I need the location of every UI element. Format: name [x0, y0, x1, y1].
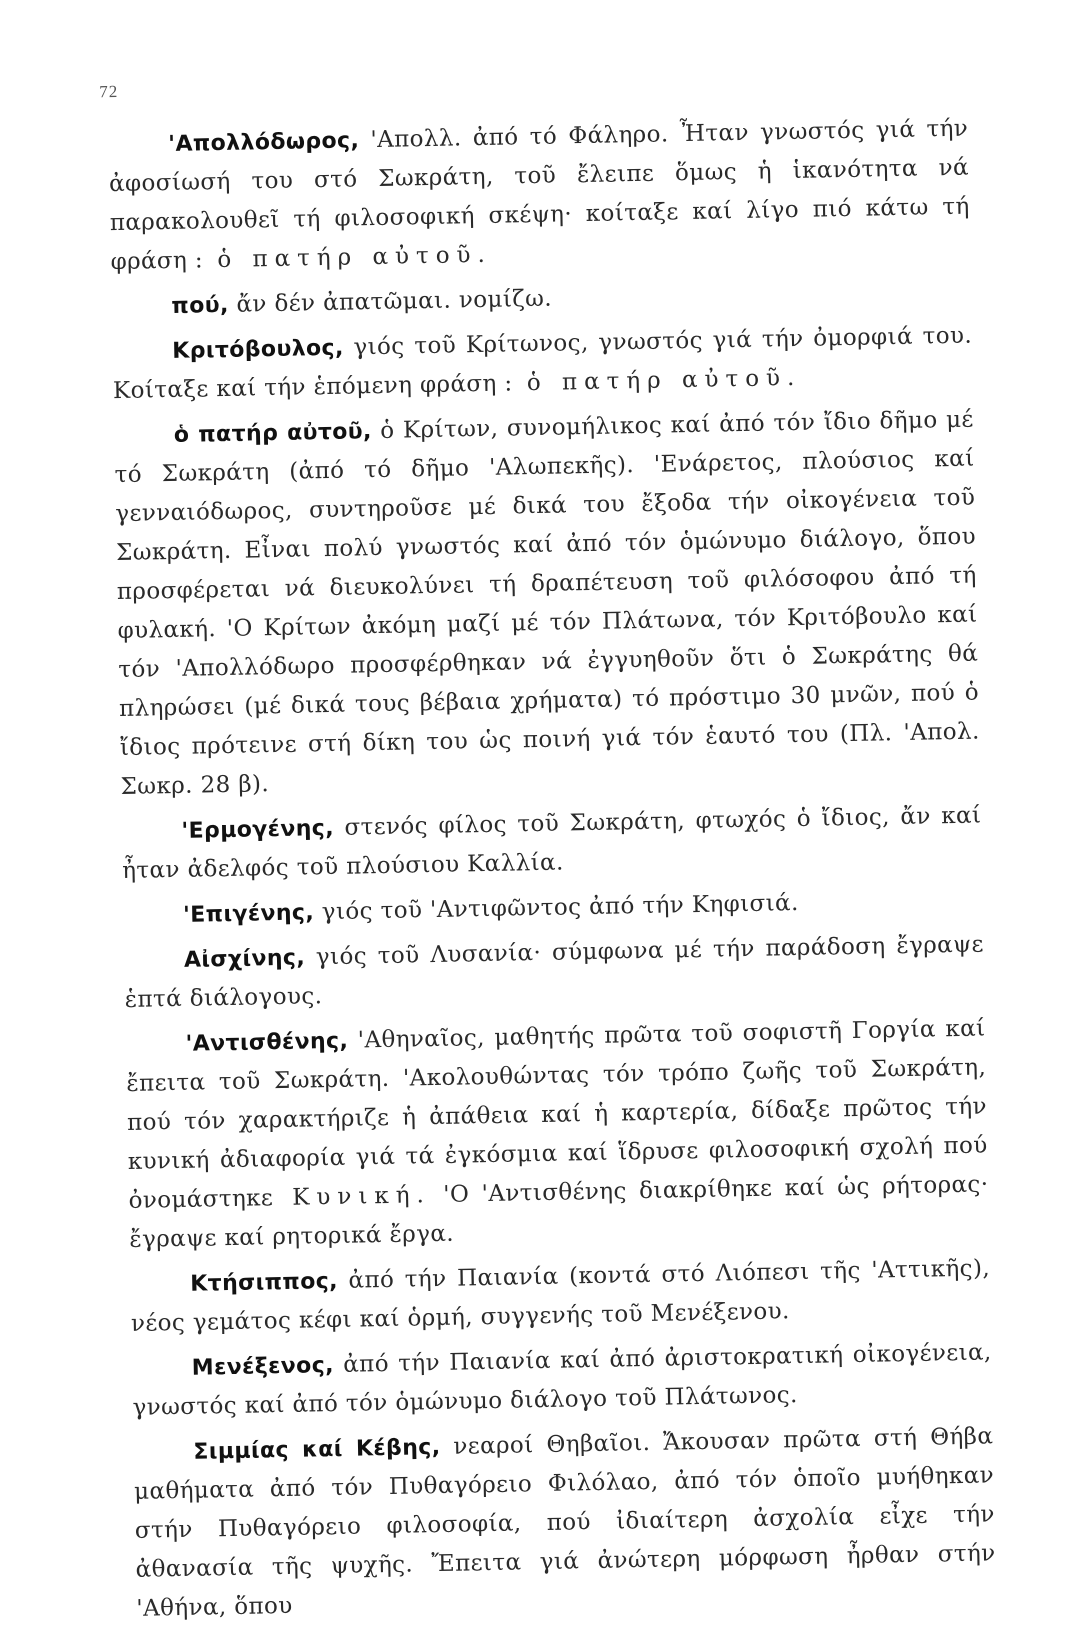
entry-text: γιός τοῦ 'Αντιφῶντος ἀπό τήν Κηφισιά.	[313, 890, 799, 926]
text-body	[108, 110, 997, 1635]
entry-text-after: 'Ο 'Αντισθένης διακρίθηκε καί ὡς ρήτορας· ἔγραψε καί ρητορικά ἔργα.	[129, 1171, 989, 1253]
entry-text: γιός τοῦ Κρίτωνος, γνωστός γιά τήν ὀμορφιά του. Κοίταξε καί τήν ἑπόμενη φράση :	[112, 322, 973, 405]
entry-text: ἀπό τήν Παιανία (κοντά στό Λιόπεσι τῆς 'Αττικῆς), νέος γεμάτος κέφι καί ὁρμή, συγγενής τοῦ Μενέξενου.	[130, 1255, 991, 1337]
entry-name: Κτήσιππος,	[189, 1268, 339, 1297]
entry-name: ὁ πατήρ αὐτοῦ,	[173, 419, 373, 448]
entry-name: 'Επιγένης,	[182, 900, 315, 928]
entry-text: στενός φίλος τοῦ Σωκράτη, φτωχός ὁ ἴδιος, ἄν καί ἦταν ἀδελφός τοῦ πλούσιου Καλλία.	[121, 802, 982, 884]
entry-name: Μενέξενος,	[191, 1353, 335, 1381]
entry-hermogenes	[121, 796, 982, 890]
entry-menexenos	[131, 1333, 992, 1427]
entry-text: ἀπό τήν Παιανία καί ἀπό ἀριστοκρατική οἰκογένεια, γνωστός καί ἀπό τόν ὁμώνυμο διάλογο τοῦ Πλάτωνος.	[132, 1339, 992, 1421]
entry-apollodoros	[108, 110, 971, 282]
entry-name: 'Αντισθένης,	[185, 1028, 349, 1057]
entry-text: ἄν δέν ἀπατῶμαι. νομίζω.	[228, 285, 553, 318]
entry-name: Κριτόβουλος,	[172, 335, 344, 364]
entry-name: 'Απολλόδωρος,	[168, 128, 360, 157]
entry-spaced-text: ὁ πατήρ αὐτοῦ.	[202, 241, 493, 274]
page-number: 72	[99, 81, 119, 102]
entry-name: Αἰσχίνης,	[183, 945, 306, 973]
entry-aischines	[124, 925, 985, 1019]
entry-name: πού,	[171, 292, 229, 319]
entry-text: νεαροί Θηβαῖοι. Ἄκουσαν πρῶτα στή Θήβα μαθήματα ἀπό τόν Πυθαγόρειο Φιλόλαο, ἀπό τόν ὁποῖο μυήθηκαν στήν Πυθαγόρειο φιλοσοφία, πού ἰδιαίτερη ἀσχολία εἶχε τήν ἀθανασία τῆς ψυχῆς. Ἔπειτα γιά ἀνώτερη μόρφωση ἦρθαν στήν 'Αθήνα, ὅπου	[133, 1423, 996, 1622]
entry-spaced-text: Κυνική.	[272, 1182, 432, 1212]
entry-text: 'Αθηναῖος, μαθητής πρῶτα τοῦ σοφιστῆ Γοργία καί ἔπειτα τοῦ Σωκράτη. 'Ακολουθώντας τόν τρόπο ζωῆς τοῦ Σωκράτη, πού τόν χαρακτήριζε ἡ ἀπάθεια καί ἡ καρτερία, δίδαξε πρῶτος τήν κυνική ἀδιαφορία γιά τά ἐγκόσμια καί ἵδρυσε φιλοσοφική σχολή πού ὀνομάστηκε	[126, 1015, 988, 1214]
entry-name: Σιμμίας καί Κέβης,	[193, 1434, 441, 1465]
entry-kritoboulos	[112, 317, 973, 411]
entry-simmias-kebes	[133, 1417, 997, 1628]
entry-text: 'Απολλ. ἀπό τό Φάληρο. Ἦταν γνωστός γιά τήν ἀφοσίωσή του στό Σωκράτη, τοῦ ἔλειπε ὅμως ἡ ἱκανότητα νά παρακολουθεῖ τή φιλοσοφική σκέψη· κοίταξε καί λίγο πιό κάτω τή φράση :	[108, 115, 970, 276]
entry-spaced-text: ὁ πατήρ αὐτοῦ.	[512, 364, 802, 397]
entry-text: γιός τοῦ Λυσανία· σύμφωνα μέ τήν παράδοση ἔγραψε ἑπτά διάλογους.	[124, 931, 985, 1013]
entry-antisthenes	[125, 1009, 989, 1259]
entry-text: ὁ Κρίτων, συνομήλικος καί ἀπό τόν ἴδιο δῆμο μέ τό Σωκράτη (ἀπό τό δῆμο 'Αλωπεκῆς). 'Ενάρετος, πλούσιος καί γενναιόδωρος, συντηροῦσε μέ δικά του ἔξοδα τήν οἰκογένεια τοῦ Σωκράτη. Εἶναι πολύ γνωστός καί ἀπό τόν ὁμώνυμο διάλογο, ὅπου προσφέρεται νά διευκολύνει τή δραπέτευση τοῦ φιλόσοφου ἀπό τή φυλακή. 'Ο Κρίτων ἀκόμη μαζί μέ τόν Πλάτωνα, τόν Κριτόβουλο καί τόν 'Απολλόδωρο προσφέρθηκαν νά ἐγγυηθοῦν ὅτι ὁ Σωκράτης θά πληρώσει (μέ δικά τους βέβαια χρήματα) τό πρόστιμο 30 μνῶν, πού ὁ ἴδιος πρότεινε στή δίκη του ὡς ποινή γιά τόν ἑαυτό του (Πλ. 'Απολ. Σωκρ. 28 β).	[114, 406, 980, 801]
entry-ktesippos	[130, 1249, 991, 1343]
entry-name: 'Ερμογένης,	[181, 815, 335, 844]
entry-pater-autou	[114, 401, 981, 807]
